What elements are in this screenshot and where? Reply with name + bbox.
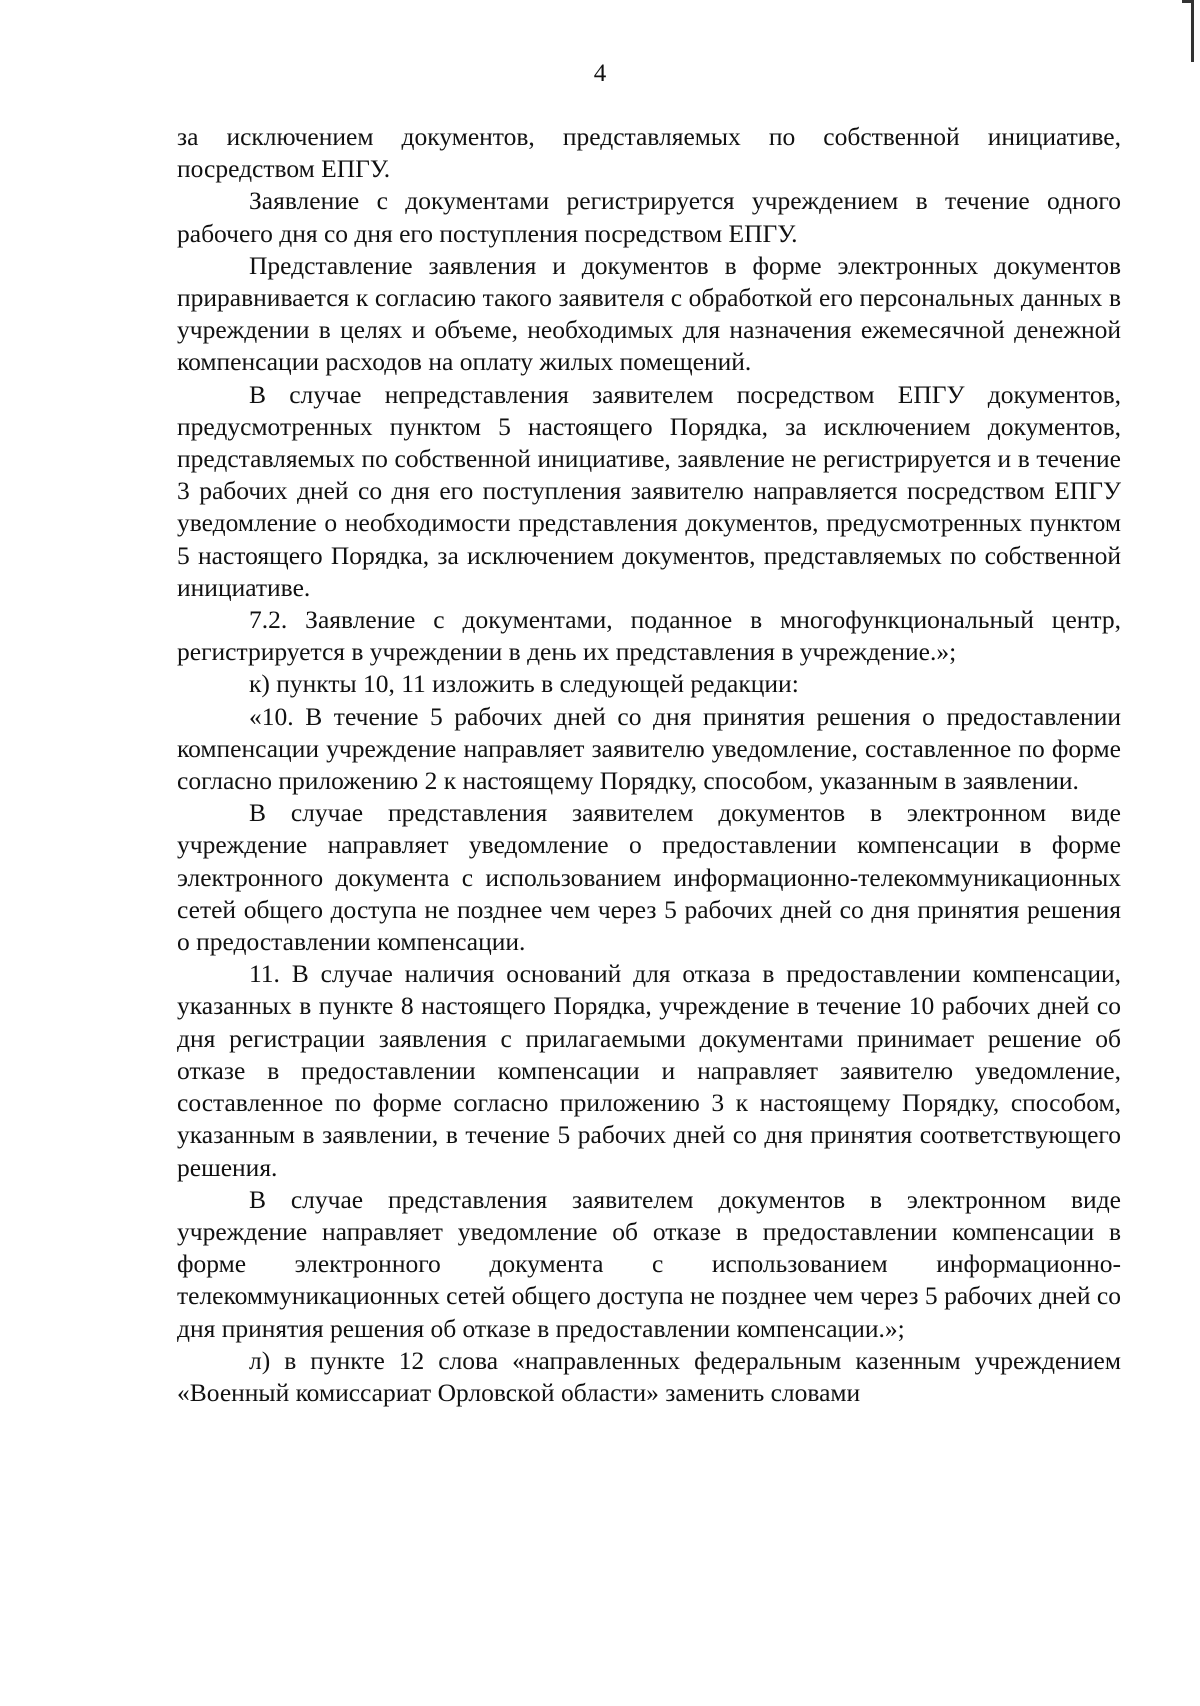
paragraph-electronic-refusal: В случае представления заявителем документов в электронном виде учреждение направляет уведомление об отказе в предоставлении компенсации в форме электронного документа с использованием информационно-телекоммуникационных сетей общего доступа не позднее чем через 5 рабочих дней со дня принятия решения об отказе в предоставлении компенсации.»;: [177, 1184, 1121, 1343]
paragraph-clause-7-2: 7.2. Заявление с документами, поданное в многофункциональный центр, регистрируется в учреждении в день их представления в учреждение.»;: [177, 605, 1121, 667]
paragraph-personal-data-consent: Представление заявления и документов в форме электронных документов приравнивается к согласию такого заявителя с обработкой его персональных данных в учреждении в целях и объеме, необходимых для назначения ежемесячной денежной компенсации расходов на оплату жилых помещений.: [177, 250, 1121, 377]
paragraph-non-submission: В случае непредставления заявителем посредством ЕПГУ документов, предусмотренных пунктом 5 настоящего Порядка, за исключением документов, представляемых по собственной инициативе, заявление не регистрируется и в течение 3 рабочих дней со дня его поступления заявителю направляется посредством ЕПГУ уведомление о необходимости представления документов, предусмотренных пунктом 5 настоящего Порядка, за исключением документов, представляемых по собственной инициативе.: [177, 379, 1121, 602]
paragraph-continuation: за исключением документов, представляемых по собственной инициативе, посредством ЕПГУ.: [177, 122, 1121, 184]
page-number: 4: [593, 60, 607, 87]
paragraph-registration: Заявление с документами регистрируется учреждением в течение одного рабочего дня со дня его поступления посредством ЕПГУ.: [177, 186, 1121, 248]
paragraph-clause-11: 11. В случае наличия оснований для отказа в предоставлении компенсации, указанных в пункте 8 настоящего Порядка, учреждение в течение 10 рабочих дней со дня регистрации заявления с прилагаемыми документами принимает решение об отказе в предоставлении компенсации и направляет заявителю уведомление, составленное по форме согласно приложению 3 к настоящему Порядку, способом, указанным в заявлении, в течение 5 рабочих дней со дня принятия соответствующего решения.: [177, 959, 1121, 1182]
document-body: [177, 121, 1121, 1409]
scan-edge-line: [1191, 0, 1194, 62]
paragraph-clause-10: «10. В течение 5 рабочих дней со дня принятия решения о предоставлении компенсации учреждение направляет заявителю уведомление, составленное по форме согласно приложению 2 к настоящему Порядку, способом, указанным в заявлении.: [177, 701, 1121, 796]
paragraph-electronic-notice: В случае представления заявителем документов в электронном виде учреждение направляет уведомление о предоставлении компенсации в форме электронного документа с использованием информационно-телекоммуникационных сетей общего доступа не позднее чем через 5 рабочих дней со дня принятия решения о предоставлении компенсации.: [177, 798, 1121, 957]
paragraph-item-k: к) пункты 10, 11 изложить в следующей редакции:: [249, 669, 799, 699]
paragraph-item-l: л) в пункте 12 слова «направленных федеральным казенным учреждением «Военный комиссариат Орловской области» заменить словами: [177, 1345, 1121, 1407]
